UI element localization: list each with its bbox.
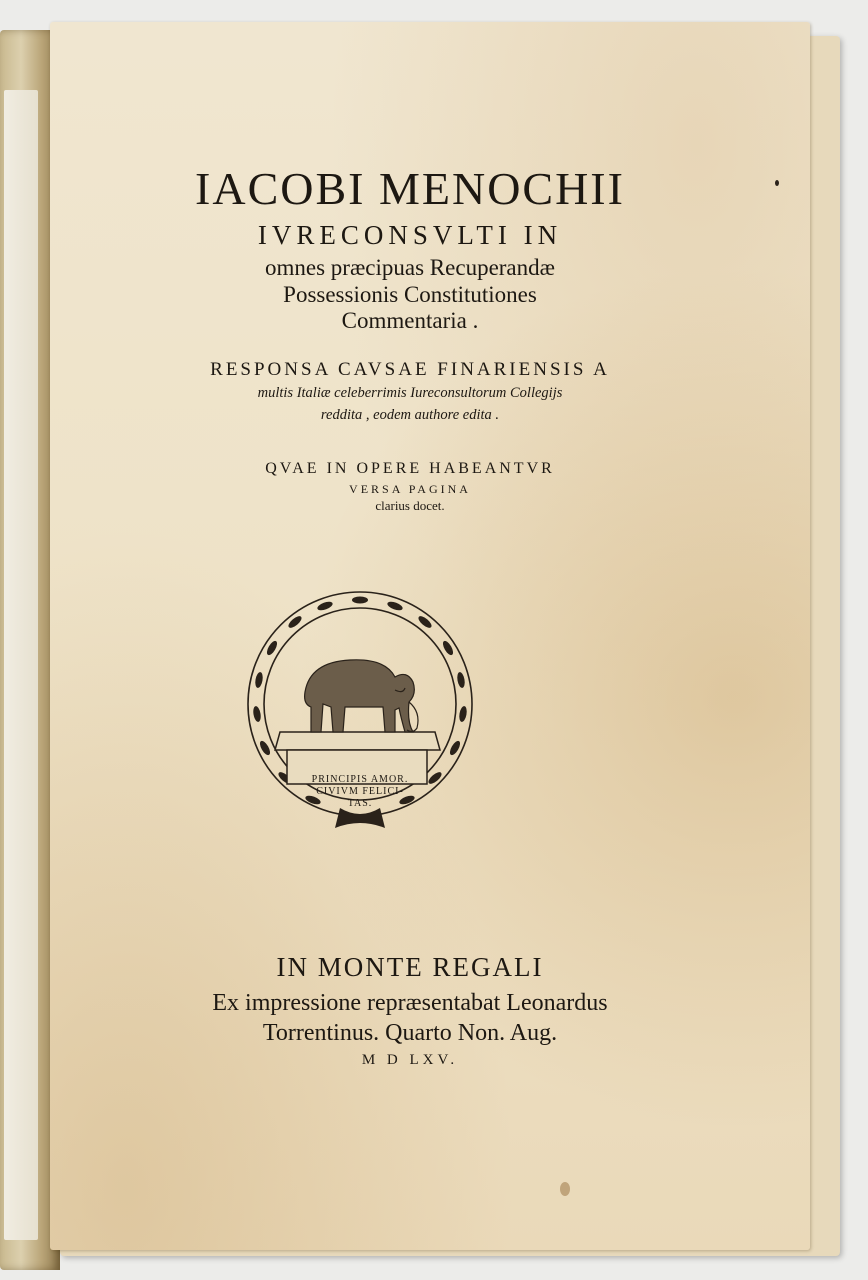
contents-note-heading: QVAE IN OPERE HABEANTVR: [265, 460, 555, 477]
contents-note-line3: clarius docet.: [375, 498, 445, 513]
responsa-heading: RESPONSA CAVSAE FINARIENSIS A: [210, 359, 610, 380]
foxing-spot: [775, 180, 779, 186]
device-motto-line3: TAS.: [347, 798, 373, 809]
foxing-spot: [560, 1182, 570, 1196]
title-page: [50, 22, 810, 1250]
responsa-line2: multis Italiæ celeberrimis Iureconsultorum Collegijs: [257, 385, 563, 401]
device-motto-line1: PRINCIPIS AMOR.: [311, 774, 409, 785]
author-name: IACOBI MENOCHII: [195, 163, 625, 214]
imprint-place: IN MONTE REGALI: [276, 952, 544, 982]
work-title-line1: omnes præcipuas Recuperandæ: [265, 255, 555, 280]
imprint-printer-line2: Torrentinus. Quarto Non. Aug.: [262, 1020, 558, 1046]
responsa-line3: reddita , eodem authore edita .: [320, 407, 500, 423]
imprint-printer-line1: Ex impressione repræsentabat Leonardus: [212, 990, 608, 1016]
work-title-line2: Possessionis Constitutiones: [283, 282, 537, 307]
work-title-line3: Commentaria .: [341, 308, 479, 333]
imprint-year: M D LXV.: [361, 1052, 459, 1068]
author-title: IVRECONSVLTI IN: [257, 220, 563, 250]
device-motto-line2: CIVIVM FELICI-: [316, 786, 404, 797]
contents-note-line2: VERSA PAGINA: [349, 482, 471, 496]
binding-paper-edge: [4, 90, 38, 1240]
